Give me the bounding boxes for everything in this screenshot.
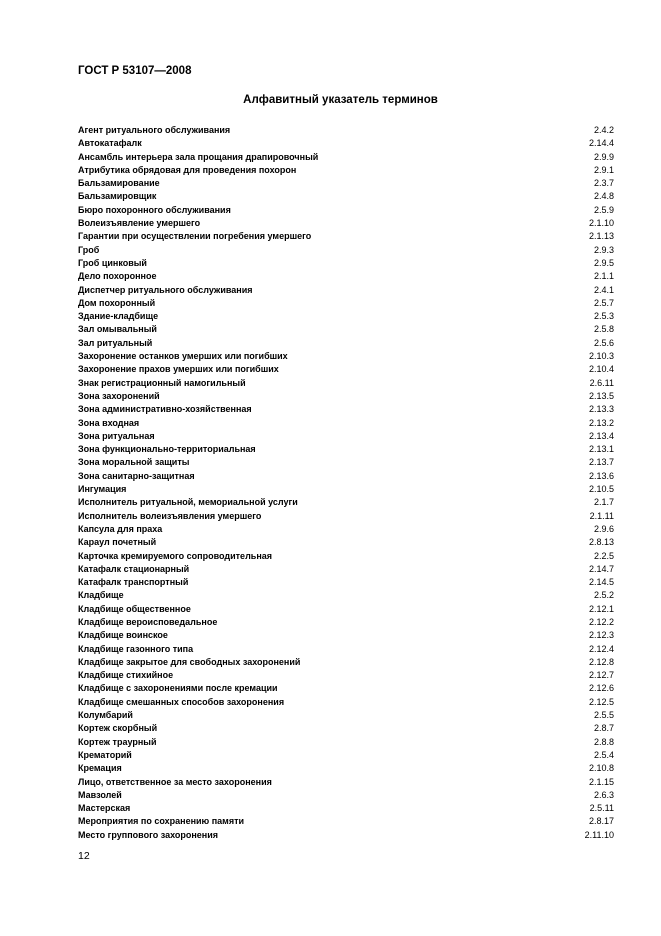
index-term: Гроб [78,244,100,255]
index-reference: 2.5.7 [593,297,614,308]
index-term: Зона санитарно-защитная [78,470,195,481]
index-reference: 2.8.17 [588,816,614,827]
index-term: Кладбище смешанных способов захоронения [78,696,285,707]
index-entry [78,244,614,257]
index-entry [78,204,614,217]
index-entry [78,669,614,682]
index-reference: 2.12.6 [588,683,614,694]
index-entry [78,496,614,509]
index-reference: 2.9.3 [593,244,614,255]
index-term: Мероприятия по сохранению памяти [78,816,245,827]
index-reference: 2.13.7 [588,457,614,468]
index-entry [78,589,614,602]
index-term: Зона захоронений [78,390,160,401]
index-entry [78,696,614,709]
index-term: Агент ритуального обслуживания [78,125,231,135]
index-entry [78,629,614,642]
index-term: Зал омывальный [78,324,157,335]
index-reference: 2.12.8 [588,656,614,667]
index-reference: 2.13.6 [588,470,614,481]
index-reference: 2.5.11 [589,803,614,814]
index-entry [78,190,614,203]
index-entry [78,403,614,416]
index-reference: 2.5.2 [593,590,614,601]
index-term: Исполнитель волеизъявления умершего [78,510,262,521]
index-term: Здание-кладбище [78,311,159,322]
index-reference: 2.13.2 [588,417,614,428]
index-term: Кладбище воинское [78,630,168,641]
index-entry [78,483,614,496]
index-term: Кладбище вероисповедальное [78,616,218,627]
index-term: Зона входная [78,417,140,428]
index-reference: 2.12.2 [588,616,614,627]
index-reference: 2.10.3 [588,351,614,362]
index-term: Гроб цинковый [78,257,147,268]
index-entry [78,709,614,722]
index-reference: 2.11.10 [584,829,614,840]
index-entry [78,137,614,150]
index-reference: 2.12.4 [588,643,614,654]
index-reference: 2.10.5 [588,484,614,495]
index-term: Гарантии при осуществлении погребения умершего [78,231,312,242]
index-entry [78,456,614,469]
index-entry [78,789,614,802]
index-reference: 2.5.3 [593,311,614,322]
index-entry [78,164,614,177]
index-entry [78,350,614,363]
page-number: 12 [78,850,90,862]
index-reference: 2.1.7 [593,497,614,508]
index-term: Ансамбль интерьера зала прощания драпировочный [78,151,319,162]
index-term: Зона моральной защиты [78,457,190,468]
index-term: Кладбище закрытое для свободных захоронений [78,656,301,667]
index-reference: 2.1.1 [593,271,614,282]
index-reference: 2.4.8 [593,191,614,202]
index-reference: 2.14.5 [588,577,614,588]
index-term: Кладбище [78,590,124,601]
index-entry [78,363,614,376]
index-term: Кладбище общественное [78,603,191,614]
index-entry [78,417,614,430]
index-entry [78,284,614,297]
index-entry [78,802,614,815]
index-term: Бальзамировщик [78,191,157,202]
index-term: Бальзамирование [78,178,160,189]
index-entry [78,656,614,669]
index-term: Захоронение останков умерших или погибших [78,351,288,362]
index-term: Дело похоронное [78,271,157,282]
index-entry [78,762,614,775]
index-reference: 2.1.13 [588,231,614,242]
document-header: ГОСТ Р 53107—2008 [78,65,192,77]
index-entry [78,749,614,762]
index-entry [78,722,614,735]
index-entry [78,510,614,523]
index-term: Зона административно-хозяйственная [78,404,252,415]
index-reference: 2.4.1 [593,284,614,295]
index-term: Лицо, ответственное за место захоронения [78,776,272,787]
index-term: Знак регистрационный намогильный [78,377,246,388]
index-reference: 2.14.7 [588,563,614,574]
index-term: Бюро похоронного обслуживания [78,204,231,215]
index-entry [78,576,614,589]
index-term: Мавзолей [78,789,122,800]
index-entry [78,616,614,629]
index-entry [78,563,614,576]
index-term: Захоронение прахов умерших или погибших [78,364,279,375]
index-reference: 2.10.8 [588,763,614,774]
index-term: Место группового захоронения [78,829,219,840]
index-entry [78,643,614,656]
index-entry [78,776,614,789]
index-reference: 2.4.2 [593,125,614,135]
index-reference: 2.5.4 [593,749,614,760]
index-term: Колумбарий [78,710,133,721]
index-entry [78,124,614,137]
index-term: Автокатафалк [78,138,142,149]
index-term: Зал ритуальный [78,337,153,348]
index-term: Крематорий [78,749,132,760]
index-entry [78,523,614,536]
index-reference: 2.13.1 [588,444,614,455]
index-entry [78,430,614,443]
page-title: Алфавитный указатель терминов [243,94,438,106]
index-term: Исполнитель ритуальной, мемориальной услуги [78,497,298,508]
index-reference: 2.8.7 [593,723,614,734]
index-reference: 2.12.5 [588,696,614,707]
index-entry [78,829,614,842]
index-reference: 2.9.6 [593,523,614,534]
index-reference: 2.5.5 [593,710,614,721]
index-entry [78,151,614,164]
index-reference: 2.8.13 [588,537,614,548]
index-term: Атрибутика обрядовая для проведения похорон [78,164,297,175]
index-reference: 2.9.5 [593,257,614,268]
index-term: Караул почетный [78,537,157,548]
index-entry [78,230,614,243]
index-reference: 2.10.4 [588,364,614,375]
index-entry [78,310,614,323]
index-term: Зона функционально-территориальная [78,444,256,455]
index-term: Ингумация [78,484,127,495]
index-term: Мастерская [78,803,131,814]
index-entry [78,377,614,390]
index-entry [78,337,614,350]
index-term: Дом похоронный [78,297,156,308]
index-reference: 2.13.4 [588,430,614,441]
index-reference: 2.12.1 [588,603,614,614]
index-reference: 2.12.3 [588,630,614,641]
index-term: Кладбище с захоронениями после кремации [78,683,278,694]
index-reference: 2.3.7 [593,178,614,189]
index-entry [78,177,614,190]
index-entry [78,217,614,230]
index-entry [78,682,614,695]
index-reference: 2.1.15 [588,776,614,787]
index-term: Кладбище стихийное [78,670,174,681]
index-term: Кладбище газонного типа [78,643,194,654]
term-index-list [78,124,614,842]
index-term: Кортеж скорбный [78,723,158,734]
index-reference: 2.13.3 [588,404,614,415]
index-term: Кортеж траурный [78,736,157,747]
index-reference: 2.6.11 [589,377,614,388]
index-reference: 2.1.10 [588,218,614,229]
index-entry [78,536,614,549]
index-entry [78,270,614,283]
index-reference: 2.5.9 [593,204,614,215]
index-entry [78,603,614,616]
index-term: Катафалк транспортный [78,577,189,588]
index-reference: 2.6.3 [593,789,614,800]
index-reference: 2.2.5 [593,550,614,561]
index-term: Катафалк стационарный [78,563,190,574]
index-term: Зона ритуальная [78,430,155,441]
index-entry [78,550,614,563]
index-entry [78,297,614,310]
index-reference: 2.9.9 [593,151,614,162]
index-reference: 2.8.8 [593,736,614,747]
index-reference: 2.12.7 [588,670,614,681]
index-reference: 2.5.8 [593,324,614,335]
index-entry [78,443,614,456]
index-reference: 2.5.6 [593,337,614,348]
index-reference: 2.1.11 [589,510,614,521]
index-reference: 2.9.1 [593,164,614,175]
index-entry [78,470,614,483]
index-term: Карточка кремируемого сопроводительная [78,550,273,561]
index-term: Волеизъявление умершего [78,218,201,229]
index-entry [78,257,614,270]
index-reference: 2.13.5 [588,390,614,401]
index-term: Диспетчер ритуального обслуживания [78,284,253,295]
index-entry [78,323,614,336]
index-entry [78,390,614,403]
index-entry [78,736,614,749]
index-term: Капсула для праха [78,523,163,534]
index-entry [78,815,614,828]
index-term: Кремация [78,763,122,774]
index-reference: 2.14.4 [588,138,614,149]
